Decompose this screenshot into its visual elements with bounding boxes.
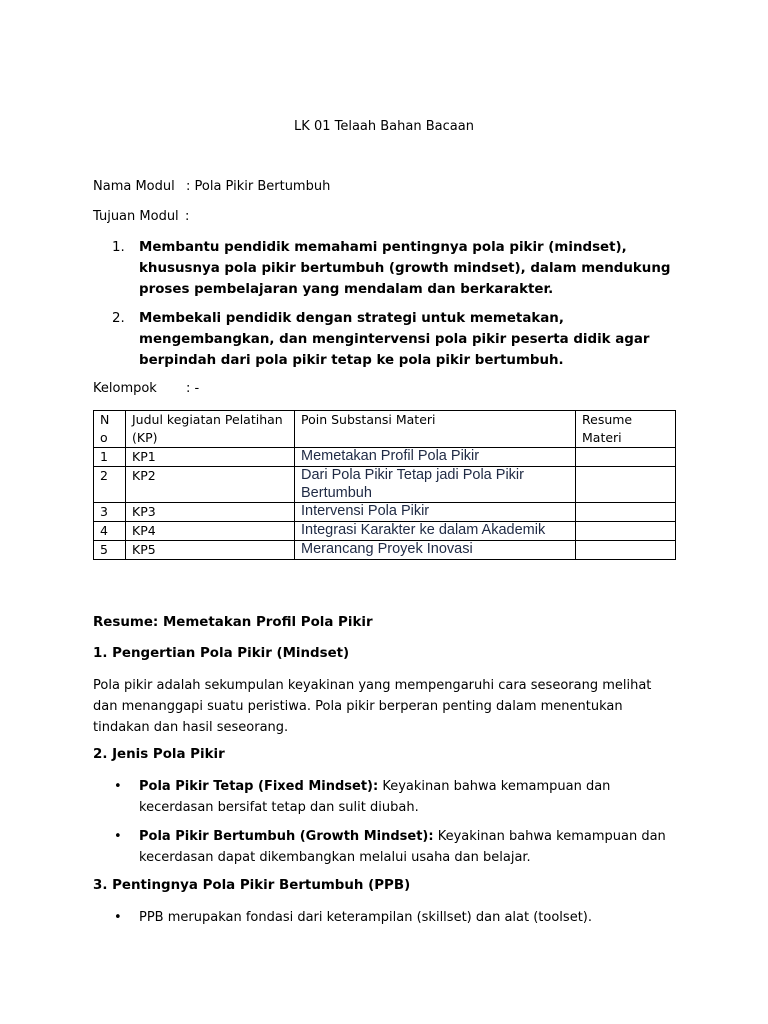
kp-table xyxy=(93,410,676,560)
kelompok-value: : - xyxy=(186,381,200,396)
cell-kp: KP1 xyxy=(126,448,295,467)
bullet-icon: • xyxy=(114,779,122,794)
table-row xyxy=(94,448,676,467)
resume-heading: Resume: Memetakan Profil Pola Pikir xyxy=(93,615,373,630)
table-row xyxy=(94,467,676,503)
cell-materi: Merancang Proyek Inovasi xyxy=(295,541,576,560)
tujuan-modul-separator: : xyxy=(185,209,190,224)
cell-kp: KP4 xyxy=(126,522,295,541)
list-item-text: PPB merupakan fondasi dari keterampilan (skillset) dan alat (toolset). xyxy=(139,910,592,925)
bullet-icon: • xyxy=(114,829,122,844)
goal-text: Membekali pendidik dengan strategi untuk memetakan, mengembangkan, dan mengintervensi pola pikir peserta didik agar berpindah dari pola pikir tetap ke pola pikir bertumbuh. xyxy=(139,311,650,368)
list-item-desc: Keyakinan bahwa kemampuan dan kecerdasan bersifat tetap dan sulit diubah. xyxy=(139,779,611,815)
bullet-icon: • xyxy=(114,910,122,925)
list-item-term: Pola Pikir Bertumbuh (Growth Mindset): xyxy=(139,829,434,844)
kelompok-label: Kelompok xyxy=(93,381,157,396)
list-item-term: Pola Pikir Tetap (Fixed Mindset): xyxy=(139,779,379,794)
document-title: LK 01 Telaah Bahan Bacaan xyxy=(294,119,474,134)
section-paragraph: Pola pikir adalah sekumpulan keyakinan yang mempengaruhi cara seseorang melihat dan menanggapi suatu peristiwa. Pola pikir berperan penting dalam menentukan tindakan dan hasil seseorang. xyxy=(93,678,652,735)
list-item-text xyxy=(139,776,674,818)
table-row xyxy=(94,541,676,560)
cell-no: 1 xyxy=(94,448,126,467)
list-item-desc: Keyakinan bahwa kemampuan dan kecerdasan dapat dikembangkan melalui usaha dan belajar. xyxy=(139,829,666,865)
cell-kp: KP3 xyxy=(126,503,295,522)
cell-no: 4 xyxy=(94,522,126,541)
section-heading-pengertian: 1. Pengertian Pola Pikir (Mindset) xyxy=(93,646,350,661)
cell-resume xyxy=(576,448,676,467)
cell-kp: KP2 xyxy=(126,467,295,503)
header-poin: Poin Substansi Materi xyxy=(295,411,576,448)
nama-modul-label: Nama Modul xyxy=(93,179,175,194)
cell-materi: Intervensi Pola Pikir xyxy=(295,503,576,522)
tujuan-modul-label: Tujuan Modul xyxy=(93,209,179,224)
table-row xyxy=(94,522,676,541)
section-heading-pentingnya: 3. Pentingnya Pola Pikir Bertumbuh (PPB) xyxy=(93,878,411,893)
header-no: N o xyxy=(94,411,126,448)
cell-resume xyxy=(576,541,676,560)
header-resume: Resume Materi xyxy=(576,411,676,448)
cell-materi: Integrasi Karakter ke dalam Akademik xyxy=(295,522,576,541)
goal-text: Membantu pendidik memahami pentingnya pola pikir (mindset), khususnya pola pikir bertumbuh (growth mindset), dalam mendukung proses pembelajaran yang mendalam dan berkarakter. xyxy=(139,240,671,297)
goal-number: 2. xyxy=(112,311,125,326)
header-judul: Judul kegiatan Pelatihan (KP) xyxy=(126,411,295,448)
cell-resume xyxy=(576,503,676,522)
cell-resume xyxy=(576,467,676,503)
section-heading-jenis: 2. Jenis Pola Pikir xyxy=(93,747,225,762)
cell-materi: Memetakan Profil Pola Pikir xyxy=(295,448,576,467)
cell-kp: KP5 xyxy=(126,541,295,560)
goal-number: 1. xyxy=(112,240,125,255)
cell-no: 2 xyxy=(94,467,126,503)
cell-resume xyxy=(576,522,676,541)
table-header-row xyxy=(94,411,676,448)
cell-no: 3 xyxy=(94,503,126,522)
nama-modul-value: : Pola Pikir Bertumbuh xyxy=(186,179,331,194)
list-item-text xyxy=(139,826,674,868)
cell-no: 5 xyxy=(94,541,126,560)
table-row xyxy=(94,503,676,522)
cell-materi: Dari Pola Pikir Tetap jadi Pola Pikir Bertumbuh xyxy=(295,467,576,503)
